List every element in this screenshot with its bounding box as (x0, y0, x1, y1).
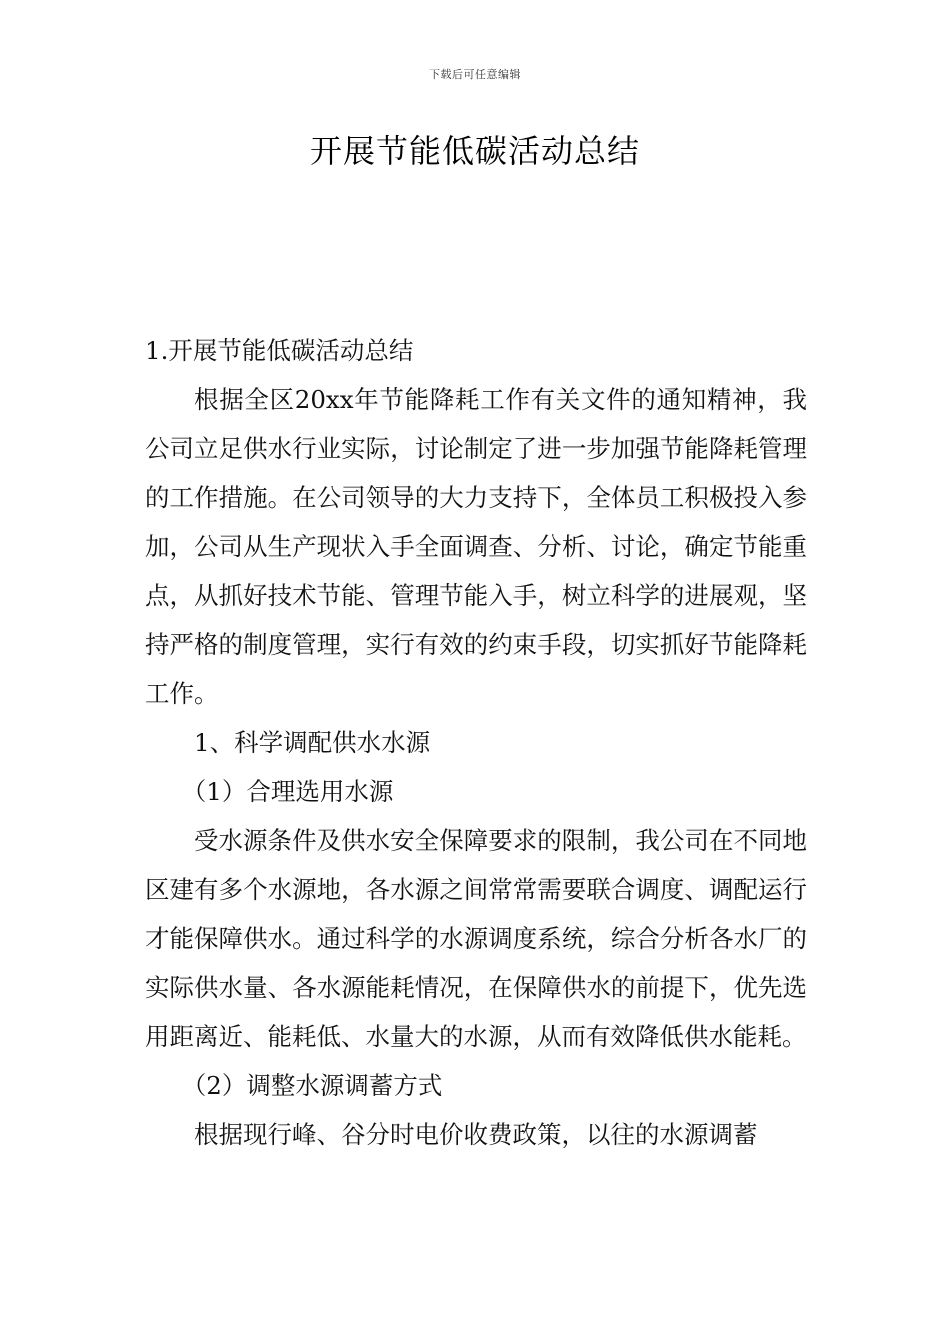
document-title: 开展节能低碳活动总结 (309, 132, 640, 170)
body-paragraph: 受水源条件及供水安全保障要求的限制，我公司在不同地区建有多个水源地，各水源之间常常需要联合调度、调配运行才能保障供水。通过科学的水源调度系统，综合分析各水厂的实际供水量、各水源能耗情况，在保障供水的前提下，优先选用距离近、能耗低、水量大的水源，从而有效降低供水能耗。 (145, 826, 807, 1051)
sub-item-heading: （1）合理选用水源 (181, 777, 394, 806)
document-body (145, 326, 807, 1159)
body-paragraph: 根据全区20xx年节能降耗工作有关文件的通知精神，我公司立足供水行业实际，讨论制定了进一步加强节能降耗管理的工作措施。在公司领导的大力支持下，全体员工积极投入参加，公司从生产现状入手全面调查、分析、讨论，确定节能重点，从抓好技术节能、管理节能入手，树立科学的进展观，坚持严格的制度管理，实行有效的约束手段，切实抓好节能降耗工作。 (145, 385, 807, 708)
sub-item-heading: （2）调整水源调蓄方式 (181, 1071, 443, 1100)
subsection-heading: 1、科学调配供水水源 (194, 728, 431, 757)
section-heading: 1.开展节能低碳活动总结 (145, 336, 414, 365)
body-paragraph: 根据现行峰、谷分时电价收费政策，以往的水源调蓄 (194, 1120, 758, 1149)
page-header-note: 下载后可任意编辑 (429, 68, 521, 81)
